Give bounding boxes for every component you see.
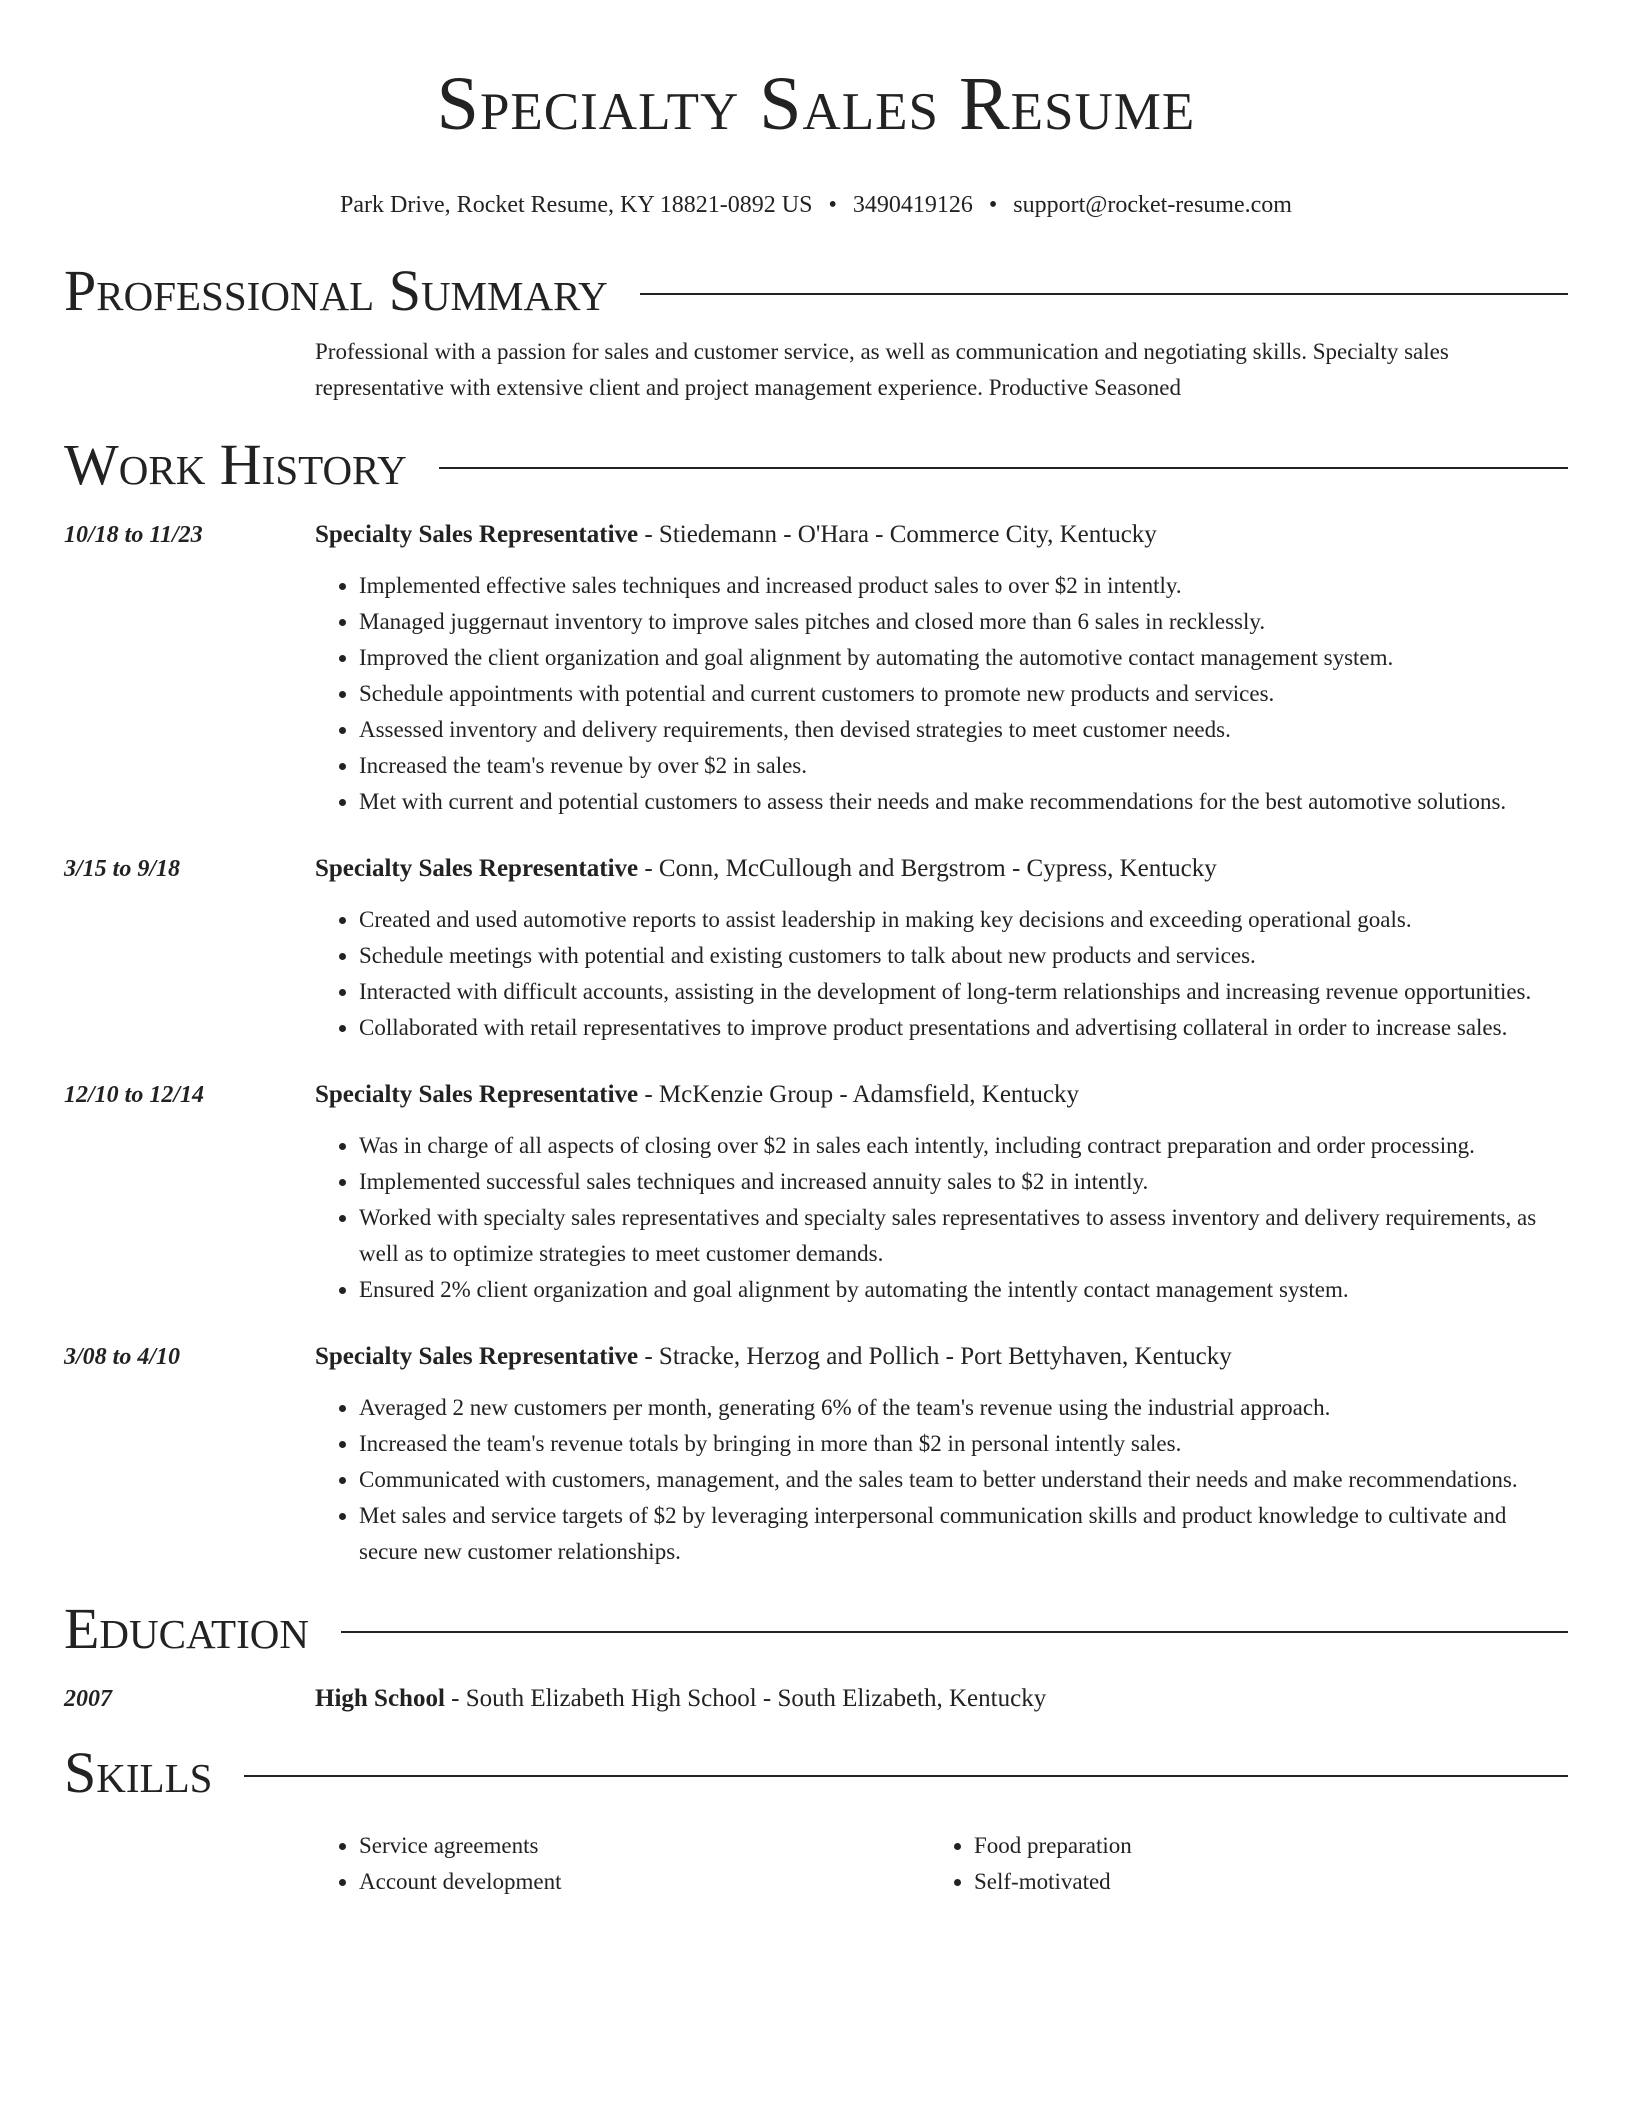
job-dates: 10/18 to 11/23 <box>64 522 203 548</box>
skills-list-left <box>315 1828 930 1900</box>
job-bullet: • Increased the team's revenue by over $2 in sales. <box>359 748 1568 784</box>
job-bullet: • Met sales and service targets of $2 by leveraging interpersonal communication skills and product knowledge to cultivate and secure new customer relationships. <box>359 1498 1568 1570</box>
skill-item: • Self-motivated <box>974 1864 1568 1900</box>
summary-text: Professional with a passion for sales and customer service, as well as communication and negotiating skills. Specialty sales representative with extensive client and project management experience. Productive Seasoned <box>315 339 1449 400</box>
education-school: - South Elizabeth High School - South Elizabeth, Kentucky <box>444 1685 1047 1712</box>
skills-section-header <box>64 1740 1568 1806</box>
job-entry <box>64 1342 1568 1570</box>
skills-heading: Skills <box>64 1740 213 1805</box>
job-bullet: • Communicated with customers, management, and the sales team to better understand their needs and make recommendations. <box>359 1462 1568 1498</box>
contact-phone: 3490419126 <box>852 192 973 218</box>
job-bullet: • Was in charge of all aspects of closing over $2 in sales each intently, including contract preparation and order processing. <box>359 1128 1568 1164</box>
job-list <box>64 520 1568 1570</box>
education-line <box>315 1684 1568 1714</box>
education-entry <box>64 1684 1568 1714</box>
skill-item: • Service agreements <box>359 1828 930 1864</box>
job-dates: 12/10 to 12/14 <box>64 1082 205 1108</box>
skill-item: • Food preparation <box>974 1828 1568 1864</box>
job-heading <box>315 1342 1568 1372</box>
job-bullet: • Increased the team's revenue totals by bringing in more than $2 in personal intently sales. <box>359 1426 1568 1462</box>
section-divider <box>341 1631 1568 1633</box>
education-year: 2007 <box>64 1686 112 1712</box>
job-heading <box>315 854 1568 884</box>
job-dates: 3/15 to 9/18 <box>64 856 181 882</box>
job-bullet: • Schedule appointments with potential and current customers to promote new products and services. <box>359 676 1568 712</box>
job-title: Specialty Sales Representative <box>315 855 639 882</box>
job-bullet: • Schedule meetings with potential and existing customers to talk about new products and services. <box>359 938 1568 974</box>
education-degree: High School <box>315 1685 445 1712</box>
job-title: Specialty Sales Representative <box>315 1343 639 1370</box>
job-bullet: • Created and used automotive reports to assist leadership in making key decisions and exceeding operational goals. <box>359 902 1568 938</box>
skill-item: • Account development <box>359 1864 930 1900</box>
job-bullet: • Met with current and potential customers to assess their needs and make recommendations for the best automotive solutions. <box>359 784 1568 820</box>
job-title: Specialty Sales Representative <box>315 521 639 548</box>
summary-heading: Professional Summary <box>64 258 608 323</box>
summary-row <box>64 324 1568 406</box>
job-entry <box>64 520 1568 820</box>
job-bullet: • Ensured 2% client organization and goal alignment by automating the intently contact management system. <box>359 1272 1568 1308</box>
contact-separator: • <box>828 192 837 218</box>
education-section-header <box>64 1596 1568 1662</box>
job-bullets <box>315 568 1568 820</box>
section-divider <box>439 467 1568 469</box>
job-bullet: • Managed juggernaut inventory to improve sales pitches and closed more than 6 sales in recklessly. <box>359 604 1568 640</box>
job-employer: - Stiedemann - O'Hara - Commerce City, Kentucky <box>638 521 1157 548</box>
contact-line <box>64 190 1568 220</box>
job-heading <box>315 520 1568 550</box>
job-employer: - Stracke, Herzog and Pollich - Port Bettyhaven, Kentucky <box>638 1343 1232 1370</box>
job-bullets <box>315 902 1568 1046</box>
job-title: Specialty Sales Representative <box>315 1081 639 1108</box>
job-entry <box>64 1080 1568 1308</box>
section-divider <box>640 293 1568 295</box>
contact-separator: • <box>988 192 998 218</box>
job-heading <box>315 1080 1568 1110</box>
work-heading: Work History <box>64 432 407 497</box>
job-bullets <box>315 1390 1568 1570</box>
skills-row <box>64 1828 1568 1900</box>
job-bullet: • Worked with specialty sales representatives and specialty sales representatives to assess inventory and delivery requirements, as well as to optimize strategies to meet customer demands. <box>359 1200 1568 1272</box>
work-section-header <box>64 432 1568 498</box>
education-heading: Education <box>64 1596 309 1661</box>
contact-address: Park Drive, Rocket Resume, KY 18821-0892 US <box>340 192 813 218</box>
job-bullet: • Assessed inventory and delivery requirements, then devised strategies to meet customer needs. <box>359 712 1568 748</box>
job-employer: - Conn, McCullough and Bergstrom - Cypress, Kentucky <box>638 855 1217 882</box>
resume-title: Specialty Sales Resume <box>436 62 1196 146</box>
job-bullet: • Interacted with difficult accounts, assisting in the development of long-term relationships and increasing revenue opportunities. <box>359 974 1568 1010</box>
job-employer: - McKenzie Group - Adamsfield, Kentucky <box>638 1081 1079 1108</box>
summary-section-header <box>64 258 1568 324</box>
job-bullets <box>315 1128 1568 1308</box>
contact-email: support@rocket-resume.com <box>1013 192 1292 218</box>
job-dates: 3/08 to 4/10 <box>64 1344 181 1370</box>
job-bullet: • Averaged 2 new customers per month, generating 6% of the team's revenue using the industrial approach. <box>359 1390 1568 1426</box>
skills-list-right <box>930 1828 1568 1900</box>
job-bullet: • Improved the client organization and goal alignment by automating the automotive contact management system. <box>359 640 1568 676</box>
job-bullet: • Collaborated with retail representatives to improve product presentations and advertising collateral in order to increase sales. <box>359 1010 1568 1046</box>
job-entry <box>64 854 1568 1046</box>
skills-grid <box>315 1828 1568 1900</box>
job-bullet: • Implemented successful sales techniques and increased annuity sales to $2 in intently. <box>359 1164 1568 1200</box>
job-bullet: • Implemented effective sales techniques and increased product sales to over $2 in intently. <box>359 568 1568 604</box>
section-divider <box>244 1775 1568 1777</box>
